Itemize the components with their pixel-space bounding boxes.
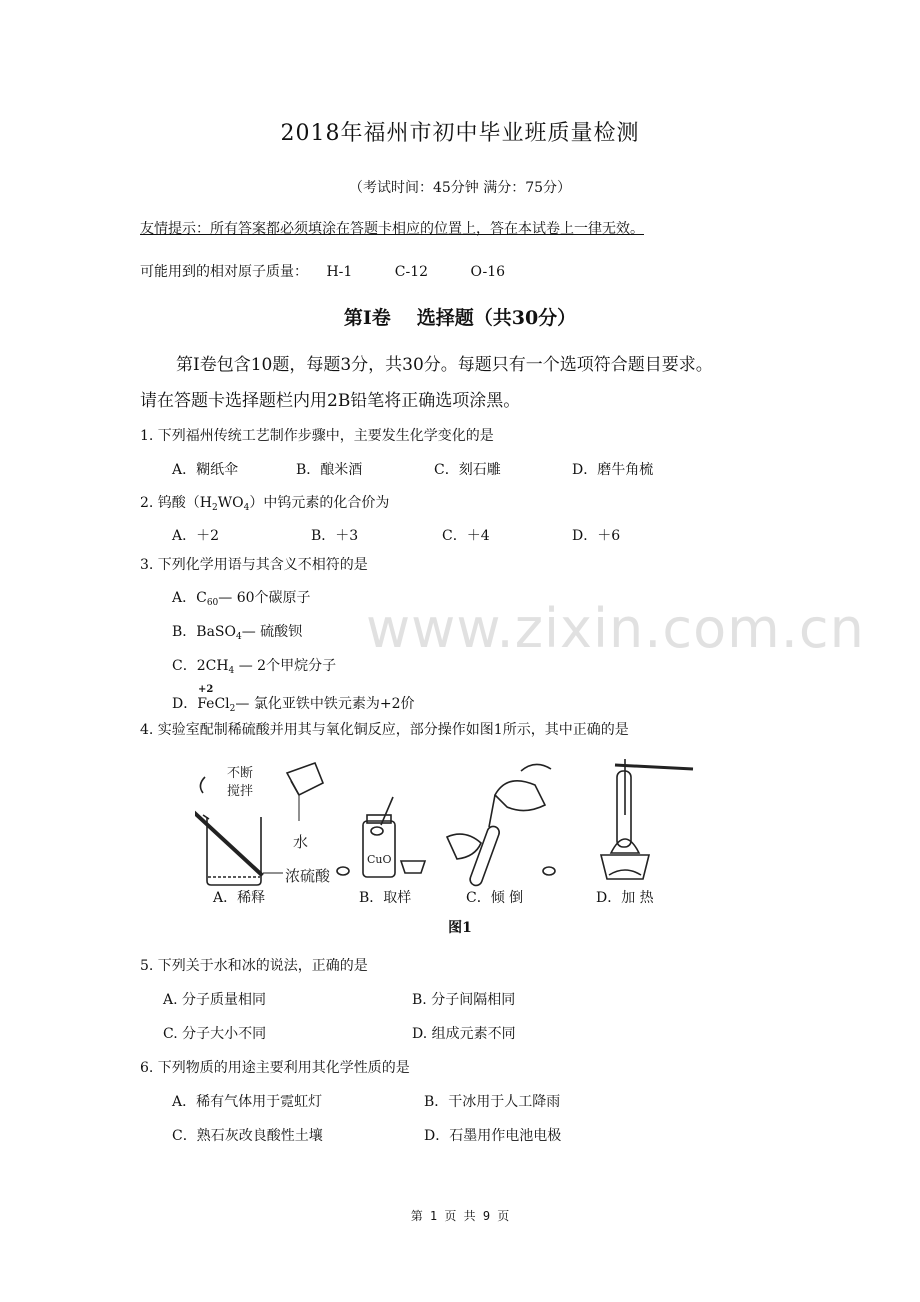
question-5-option-c: C. 分子大小不同 — [163, 1026, 267, 1042]
question-2-stem: 2. 钨酸$(H_2WO_4)$中钨元素的化合价为 — [140, 495, 390, 513]
figure-d-heating — [601, 759, 693, 879]
label-stir: 不断 — [227, 766, 254, 781]
watermark: www.zixin.com.cn — [366, 597, 865, 660]
atomic-label: 可能用到的相对原子质量： — [140, 264, 308, 280]
section-subtitle: 选择题（共30分） — [416, 307, 577, 329]
label-water: 水 — [293, 833, 309, 851]
question-4-option-d: D．加 热 — [596, 890, 654, 906]
section-intro-line2: 请在答题卡选择题栏内用2B铅笔将正确选项涂黑。 — [140, 391, 521, 411]
atomic-mass-c: C-12 — [394, 264, 429, 280]
section-intro-line1: 第Ⅰ卷包含10题，每题3分，共30分。每题只有一个选项符合题目要求。 — [176, 355, 713, 375]
valence-mark: +2 — [198, 684, 214, 695]
section-title: 第Ⅰ卷 — [343, 307, 391, 329]
question-5-option-a: A. 分子质量相同 — [163, 992, 267, 1008]
exam-info: （考试时间：45分钟 满分：75分） — [348, 180, 572, 196]
question-3-option-a: A．$C_{60}—$ 60个碳原子 — [172, 590, 311, 608]
page-footer: 第 1 页 共 9 页 — [410, 1209, 510, 1223]
question-1-option-c: C．刻石雕 — [434, 462, 501, 478]
question-3-stem: 3. 下列化学用语与其含义不相符的是 — [140, 557, 368, 573]
question-5-option-d: D. 组成元素不同 — [412, 1026, 516, 1042]
question-6-option-d: D．石墨用作电池电极 — [424, 1128, 562, 1144]
question-4-option-a: A．稀释 — [213, 890, 266, 906]
figure-c-pouring — [447, 764, 555, 887]
question-4-option-c: C．倾 倒 — [466, 890, 524, 906]
question-3-option-d: +2 D．FeCl$_2$— 氯化亚铁中铁元素为+2价 — [172, 684, 415, 714]
question-4-stem: 4. 实验室配制稀硫酸并用其与氧化铜反应，部分操作如图1所示，其中正确的是 — [140, 722, 629, 738]
question-2-option-a: A．＋2 — [172, 528, 220, 544]
question-3-option-c: C．$2CH_4$ — 2个甲烷分子 — [172, 658, 337, 676]
label-acid: 浓硫酸 — [285, 867, 331, 885]
question-6-option-b: B．干冰用于人工降雨 — [424, 1094, 561, 1110]
question-4-option-b: B．取样 — [359, 890, 412, 906]
atomic-mass-h: H-1 — [326, 264, 353, 280]
question-6-option-a: A．稀有气体用于霓虹灯 — [172, 1094, 323, 1110]
question-6-stem: 6. 下列物质的用途主要利用其化学性质的是 — [140, 1060, 410, 1076]
question-2-option-c: C．＋4 — [442, 528, 490, 544]
question-5-option-b: B. 分子间隔相同 — [412, 992, 516, 1008]
question-6-option-c: C．熟石灰改良酸性土壤 — [172, 1128, 323, 1144]
question-1-stem: 1. 下列福州传统工艺制作步骤中，主要发生化学变化的是 — [140, 428, 494, 444]
figure-caption: 图1 — [448, 920, 472, 936]
atomic-masses — [140, 261, 505, 281]
atomic-mass-o: O-16 — [470, 264, 506, 280]
notice: 友情提示：所有答案都必须填涂在答题卡相应的位置上，答在本试卷上一律无效。 — [140, 221, 644, 237]
question-1-option-b: B．酿米酒 — [296, 462, 363, 478]
question-5-stem: 5. 下列关于水和冰的说法，正确的是 — [140, 958, 368, 974]
question-2-option-d: D．＋6 — [572, 528, 621, 544]
question-2-option-b: B．＋3 — [311, 528, 359, 544]
label-cuo: CuO — [367, 853, 392, 866]
question-1-option-d: D．磨牛角梳 — [572, 462, 654, 478]
document-title: 2018年福州市初中毕业班质量检测 — [280, 121, 640, 146]
section-heading — [0, 303, 920, 330]
label-stir-2: 搅拌 — [227, 784, 254, 799]
question-1-option-a: A．糊纸伞 — [172, 462, 239, 478]
question-3-option-b: B．BaSO$_4$— 硫酸钡 — [172, 624, 303, 642]
